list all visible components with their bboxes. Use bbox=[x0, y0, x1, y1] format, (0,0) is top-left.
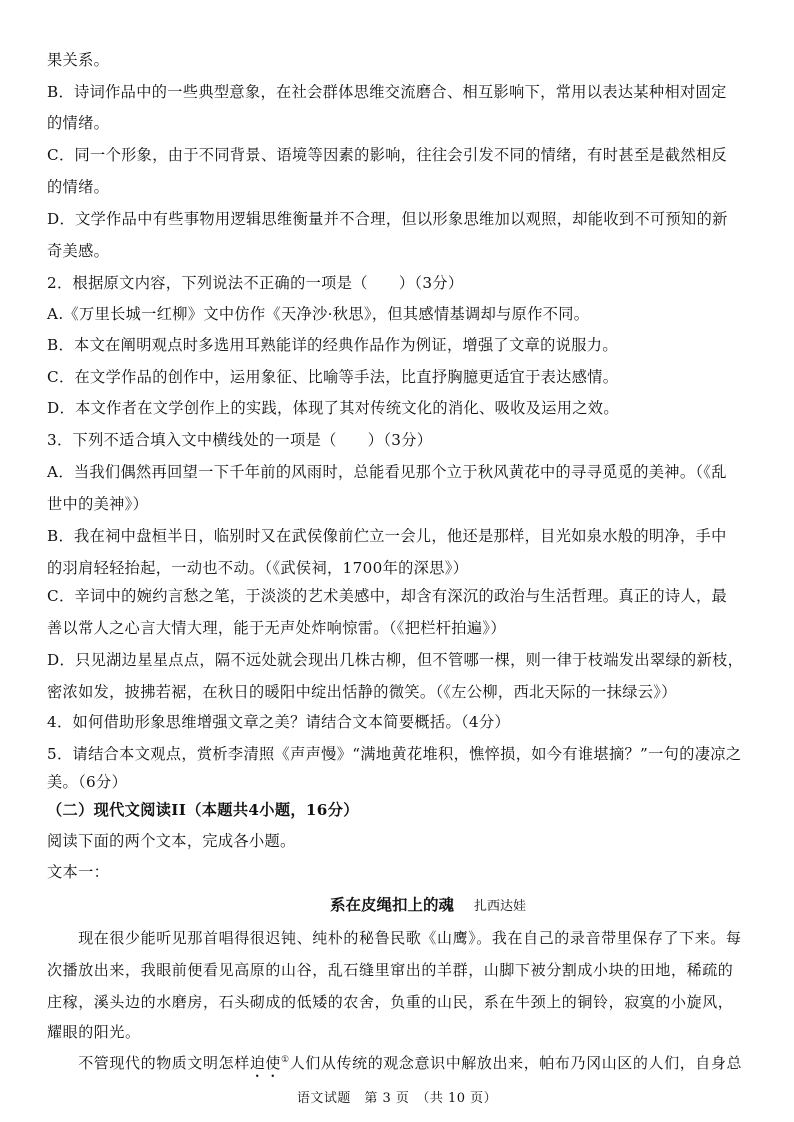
article-author: 扎西达娃 bbox=[474, 899, 527, 914]
text-line: D．本文作者在文学创作上的实践，体现了其对传统文化的消化、吸收及运用之效。 bbox=[47, 399, 619, 417]
text-line: C．同一个形象，由于不同背景、语境等因素的影响，往往会引发不同的情绪，有时甚至是截然相反 bbox=[47, 146, 728, 164]
text-line: B．本文在阐明观点时多选用耳熟能详的经典作品作为例证，增强了文章的说服力。 bbox=[47, 336, 618, 354]
last-line-start: 不管现代的物质文明怎样 bbox=[47, 1054, 250, 1072]
text-line: 奇美感。 bbox=[47, 242, 110, 260]
footnote-marker: ① bbox=[281, 1055, 290, 1065]
text-line: C．在文学作品的创作中，运用象征、比喻等手法，比直抒胸臆更适宜于表达感情。 bbox=[47, 368, 619, 386]
text-line: 5．请结合本文观点，赏析李清照《声声慢》“满地黄花堆积，憔悴损，如今有谁堪摘？”一句的凄凉之 bbox=[47, 745, 742, 763]
text-line: 密浓如发，披拂若裾，在秋日的暖阳中绽出恬静的微笑。（《左公柳，西北天际的一抹绿云》） bbox=[47, 683, 677, 701]
text-line: 美。（6分） bbox=[47, 773, 128, 791]
emphasized-word: 迫使 bbox=[249, 1054, 282, 1072]
article-line: 庄稼，溪头边的水磨房，石头砌成的低矮的农舍，负重的山民，系在牛颈上的铜铃，寂寞的小旋风， bbox=[47, 993, 734, 1011]
article-header bbox=[0, 893, 794, 917]
last-line-end: 人们从传统的观念意识中解放出来，帕布乃冈山区的人们，自身总 bbox=[289, 1054, 743, 1072]
text-line: 3．下列不适合填入文中横线处的一项是（ ）（3分） bbox=[47, 431, 433, 449]
text-line: 的羽肩轻轻抬起，一动也不动。（《武侯祠，1700年的深思》） bbox=[47, 559, 469, 577]
text-line: B．我在祠中盘桓半日，临别时又在武侯像前伫立一会儿，他还是那样，目光如泉水般的明净，手中 bbox=[47, 527, 727, 545]
text-line: 世中的美神》） bbox=[47, 495, 149, 513]
text-line: B．诗词作品中的一些典型意象，在社会群体思维交流磨合、相互影响下，常用以表达某种相对固定 bbox=[47, 83, 727, 101]
article-title: 系在皮绳扣上的魂 bbox=[330, 895, 455, 914]
text-line: 的情绪。 bbox=[47, 178, 110, 196]
text-line: D．文学作品中有些事物用逻辑思维衡量并不合理，但以形象思维加以观照，却能收到不可预知的新 bbox=[47, 210, 728, 228]
article-line: 现在很少能听见那首唱得很迟钝、纯朴的秘鲁民歌《山鹰》。我在自己的录音带里保存了下来。每 bbox=[47, 929, 742, 947]
text-line: D．只见湖边星星点点，隔不远处就会现出几株古柳，但不管哪一棵，则一律于枝端发出翠绿的新枝， bbox=[47, 651, 744, 669]
text-line: 果关系。 bbox=[47, 51, 110, 69]
article-last-line bbox=[47, 1050, 755, 1081]
text-line: 2．根据原文内容，下列说法不正确的一项是（ ）（3分） bbox=[47, 274, 464, 292]
section-heading: （二）现代文阅读II（本题共4小题，16分） bbox=[47, 801, 359, 819]
text-line: 4．如何借助形象思维增强文章之美？请结合文本简要概括。（4分） bbox=[47, 713, 511, 731]
article-line: 耀眼的阳光。 bbox=[47, 1023, 141, 1041]
text-line: C．辛词中的婉约言愁之笔，于淡淡的艺术美感中，却含有深沉的政治与生活哲理。真正的诗人，最 bbox=[47, 587, 728, 605]
page-footer: 语文试题 第 3 页 （共 10 页） bbox=[296, 1091, 498, 1106]
instruction-text: 阅读下面的两个文本，完成各小题。 bbox=[47, 832, 296, 850]
text-line: A.《万里长城一红柳》文中仿作《天净沙·秋思》，但其感情基调却与原作不同。 bbox=[47, 305, 590, 323]
text-line: 的情绪。 bbox=[47, 114, 110, 132]
article-line: 次播放出来，我眼前便看见高原的山谷，乱石缝里窜出的羊群，山脚下被分割成小块的田地，稀疏的 bbox=[47, 961, 734, 979]
text-label: 文本一： bbox=[47, 863, 110, 881]
text-line: 善以常人之心言大情大理，能于无声处炸响惊雷。（《把栏杆拍遍》） bbox=[47, 619, 506, 637]
text-line: A．当我们偶然再回望一下千年前的风雨时，总能看见那个立于秋风黄花中的寻寻觅觅的美神。（《乱 bbox=[47, 463, 727, 481]
